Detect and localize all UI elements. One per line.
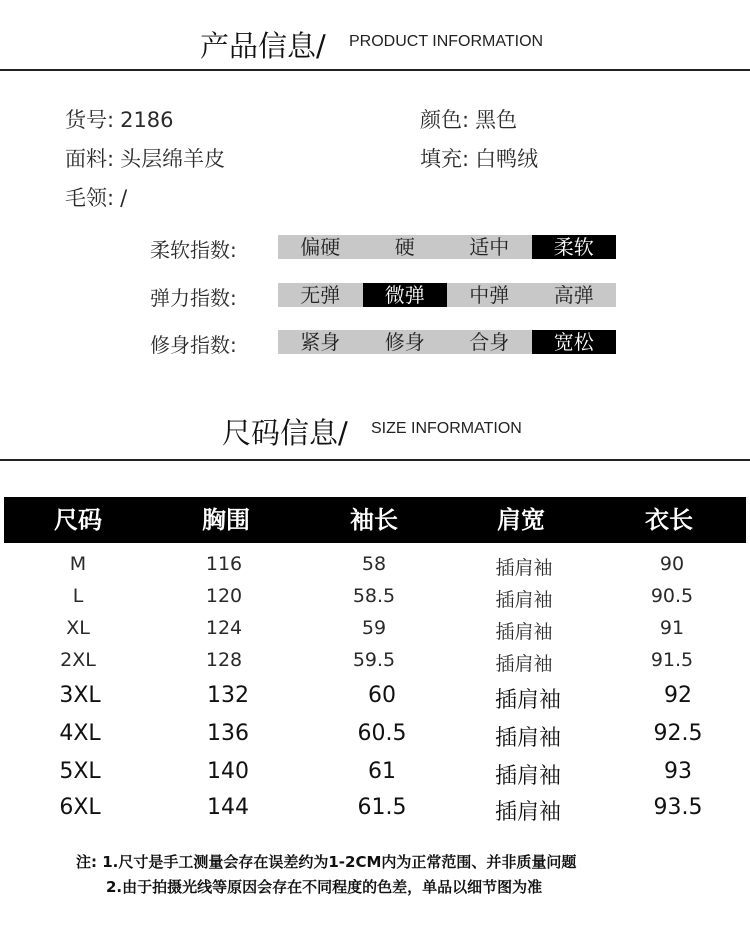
cell-size: 2XL bbox=[60, 649, 96, 671]
elasticity-index-label: 弹力指数: bbox=[150, 286, 237, 310]
cell-shoulder: 插肩袖 bbox=[494, 688, 562, 713]
index-option: 中弹 bbox=[469, 283, 510, 307]
header-length: 衣长 bbox=[645, 506, 693, 534]
cell-chest: 128 bbox=[205, 649, 243, 671]
cell-chest: 120 bbox=[205, 585, 243, 607]
size-info-title: 尺码信息/ bbox=[222, 416, 348, 450]
cell-sleeve: 60 bbox=[368, 683, 396, 708]
index-option: 修身 bbox=[384, 330, 425, 354]
cell-length: 93 bbox=[664, 759, 692, 784]
cell-chest: 144 bbox=[207, 795, 249, 820]
cell-size: M bbox=[69, 553, 87, 575]
cell-shoulder: 插肩袖 bbox=[495, 557, 553, 579]
index-option: 柔软 bbox=[532, 235, 617, 259]
cell-length: 93.5 bbox=[653, 795, 703, 820]
filling-field: 填充: 白鸭绒 bbox=[420, 147, 539, 171]
size-info-subtitle: SIZE INFORMATION bbox=[371, 420, 522, 437]
cell-shoulder: 插肩袖 bbox=[495, 653, 553, 675]
collar-value: / bbox=[120, 186, 128, 210]
material-field: 面料: 头层绵羊皮 bbox=[65, 147, 226, 171]
collar-field: 毛领: / bbox=[65, 186, 128, 210]
cell-sleeve: 59.5 bbox=[352, 649, 396, 671]
index-option: 宽松 bbox=[532, 330, 617, 354]
product-info-subtitle: PRODUCT INFORMATION bbox=[349, 33, 544, 50]
header-chest: 胸围 bbox=[202, 506, 250, 534]
cell-size: L bbox=[72, 585, 84, 607]
cell-sleeve: 59 bbox=[361, 617, 387, 639]
cell-size: XL bbox=[66, 617, 90, 639]
header-sleeve: 袖长 bbox=[350, 506, 398, 534]
softness-index-bar bbox=[278, 235, 616, 259]
material-value: 头层绵羊皮 bbox=[120, 147, 226, 171]
cell-chest: 116 bbox=[205, 553, 243, 575]
cell-size: 5XL bbox=[59, 759, 101, 784]
cell-shoulder: 插肩袖 bbox=[494, 726, 562, 751]
cell-shoulder: 插肩袖 bbox=[495, 621, 553, 643]
header-size: 尺码 bbox=[54, 506, 102, 534]
product-info-title: 产品信息/ bbox=[200, 29, 326, 63]
cell-shoulder: 插肩袖 bbox=[495, 589, 553, 611]
cell-length: 92.5 bbox=[653, 721, 703, 746]
cell-chest: 136 bbox=[207, 721, 249, 746]
cell-size: 6XL bbox=[59, 795, 101, 820]
index-option: 高弹 bbox=[553, 283, 594, 307]
index-option: 适中 bbox=[469, 235, 510, 259]
header-shoulder: 肩宽 bbox=[497, 506, 545, 534]
cell-length: 92 bbox=[664, 683, 692, 708]
note-line-2: 2.由于拍摄光线等原因会存在不同程度的色差，单品以细节图为准 bbox=[106, 878, 543, 896]
cell-size: 4XL bbox=[59, 721, 101, 746]
cell-length: 91.5 bbox=[650, 649, 694, 671]
item-number: 货号: 2186 bbox=[65, 108, 174, 132]
cell-length: 91 bbox=[659, 617, 685, 639]
note-line-1: 注: 1.尺寸是手工测量会存在误差约为1-2CM内为正常范围、并非质量问题 bbox=[76, 853, 577, 871]
index-option: 紧身 bbox=[300, 330, 341, 354]
product-info-heading bbox=[0, 18, 750, 68]
item-number-value: 2186 bbox=[120, 108, 174, 132]
cell-chest: 132 bbox=[207, 683, 249, 708]
cell-length: 90 bbox=[659, 553, 685, 575]
size-info-divider bbox=[0, 459, 750, 461]
cell-chest: 140 bbox=[207, 759, 249, 784]
cell-chest: 124 bbox=[205, 617, 243, 639]
color-value: 黑色 bbox=[475, 108, 518, 132]
elasticity-index-bar bbox=[278, 283, 616, 307]
index-option: 合身 bbox=[469, 330, 510, 354]
cell-sleeve: 60.5 bbox=[357, 721, 407, 746]
cell-sleeve: 58 bbox=[361, 553, 387, 575]
fit-index-bar bbox=[278, 330, 616, 354]
softness-index-label: 柔软指数: bbox=[150, 238, 237, 262]
index-option: 微弹 bbox=[363, 283, 448, 307]
index-option: 无弹 bbox=[300, 283, 341, 307]
filling-value: 白鸭绒 bbox=[475, 147, 539, 171]
cell-size: 3XL bbox=[59, 683, 101, 708]
cell-sleeve: 61.5 bbox=[357, 795, 407, 820]
cell-length: 90.5 bbox=[650, 585, 694, 607]
cell-sleeve: 61 bbox=[368, 759, 396, 784]
index-option: 偏硬 bbox=[300, 235, 341, 259]
cell-sleeve: 58.5 bbox=[352, 585, 396, 607]
cell-shoulder: 插肩袖 bbox=[494, 800, 562, 825]
color-field: 颜色: 黑色 bbox=[420, 108, 518, 132]
index-option: 硬 bbox=[394, 235, 415, 259]
size-table-header bbox=[4, 497, 746, 543]
cell-shoulder: 插肩袖 bbox=[494, 764, 562, 789]
size-info-heading bbox=[0, 405, 750, 455]
fit-index-label: 修身指数: bbox=[150, 333, 237, 357]
product-info-divider bbox=[0, 69, 750, 71]
